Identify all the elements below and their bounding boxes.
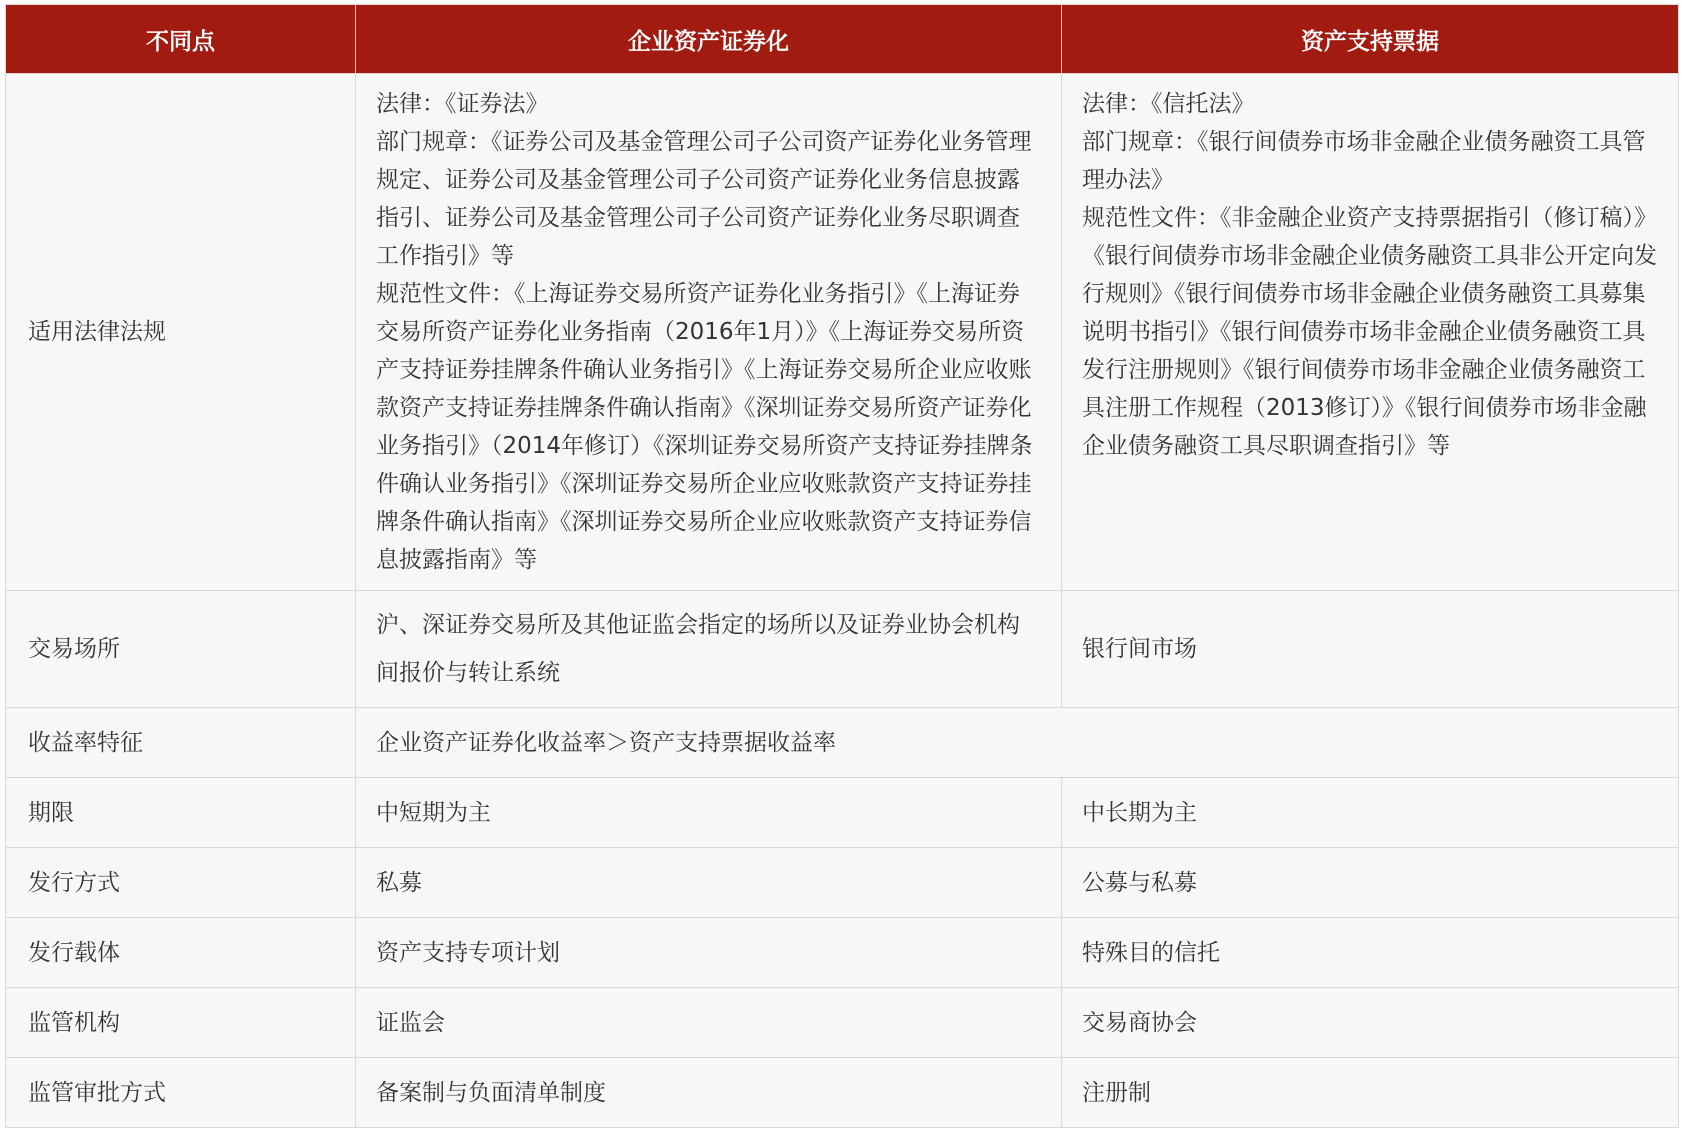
cell-issue-method-abn: 公募与私募 bbox=[1062, 848, 1679, 918]
cell-approval-abn: 注册制 bbox=[1062, 1058, 1679, 1128]
law-abn-statute: 法律：《信托法》 bbox=[1082, 91, 1255, 117]
law-abs-rules: 部门规章：《证券公司及基金管理公司子公司资产证券化业务管理规定、证券公司及基金管理公司子公司资产证券化业务信息披露指引、证券公司及基金管理公司子公司资产证券化业务尽职调查工作指引》等 bbox=[376, 129, 1032, 269]
table-row-term bbox=[6, 778, 1679, 848]
header-row bbox=[6, 5, 1679, 74]
cell-regulator-abn: 交易商协会 bbox=[1062, 988, 1679, 1058]
law-abs-normative: 规范性文件：《上海证券交易所资产证券化业务指引》《上海证券交易所资产证券化业务指南（2016年1月）》《上海证券交易所资产支持证券挂牌条件确认业务指引》《上海证券交易所企业应收账款资产支持证券挂牌条件确认指南》《深圳证券交易所资产证券化业务指引》（2014年修订）《深圳证券交易所资产支持证券挂牌条件确认业务指引》《深圳证券交易所企业应收账款资产支持证券挂牌条件确认指南》《深圳证券交易所企业应收账款资产支持证券信息披露指南》等 bbox=[376, 281, 1033, 573]
law-abn-normative: 规范性文件：《非金融企业资产支持票据指引（修订稿）》《银行间债券市场非金融企业债务融资工具非公开定向发行规则》《银行间债券市场非金融企业债务融资工具募集说明书指引》《银行间债券市场非金融企业债务融资工具发行注册规则》《银行间债券市场非金融企业债务融资工具注册工作规程（2013修订）》《银行间债券市场非金融企业债务融资工具尽职调查指引》等 bbox=[1082, 205, 1657, 459]
row-label-issue-method: 发行方式 bbox=[6, 848, 356, 918]
row-label-vehicle: 发行载体 bbox=[6, 918, 356, 988]
comparison-table bbox=[5, 4, 1679, 1128]
row-label-approval: 监管审批方式 bbox=[6, 1058, 356, 1128]
cell-issue-method-abs: 私募 bbox=[356, 848, 1062, 918]
row-label-regulator: 监管机构 bbox=[6, 988, 356, 1058]
table-row-regulator bbox=[6, 988, 1679, 1058]
law-abs-statute: 法律：《证券法》 bbox=[376, 91, 549, 117]
cell-term-abs: 中短期为主 bbox=[356, 778, 1062, 848]
cell-yield-merged: 企业资产证券化收益率＞资产支持票据收益率 bbox=[356, 708, 1679, 778]
cell-vehicle-abs: 资产支持专项计划 bbox=[356, 918, 1062, 988]
law-abn-rules: 部门规章：《银行间债券市场非金融企业债务融资工具管理办法》 bbox=[1082, 129, 1646, 193]
cell-venue-abs: 沪、深证券交易所及其他证监会指定的场所以及证券业协会机构间报价与转让系统 bbox=[356, 591, 1062, 708]
cell-vehicle-abn: 特殊目的信托 bbox=[1062, 918, 1679, 988]
row-label-venue: 交易场所 bbox=[6, 591, 356, 708]
cell-term-abn: 中长期为主 bbox=[1062, 778, 1679, 848]
cell-venue-abn: 银行间市场 bbox=[1062, 591, 1679, 708]
comparison-table-container bbox=[5, 4, 1678, 1128]
cell-law-abs bbox=[356, 74, 1062, 591]
table-row-yield bbox=[6, 708, 1679, 778]
header-abs: 企业资产证券化 bbox=[356, 5, 1062, 74]
row-label-yield: 收益率特征 bbox=[6, 708, 356, 778]
cell-law-abn bbox=[1062, 74, 1679, 591]
table-row-vehicle bbox=[6, 918, 1679, 988]
row-label-law: 适用法律法规 bbox=[6, 74, 356, 591]
table-row-issue-method bbox=[6, 848, 1679, 918]
row-label-term: 期限 bbox=[6, 778, 356, 848]
cell-approval-abs: 备案制与负面清单制度 bbox=[356, 1058, 1062, 1128]
header-difference: 不同点 bbox=[6, 5, 356, 74]
cell-regulator-abs: 证监会 bbox=[356, 988, 1062, 1058]
table-row-approval bbox=[6, 1058, 1679, 1128]
table-row-law bbox=[6, 74, 1679, 591]
table-row-venue bbox=[6, 591, 1679, 708]
header-abn: 资产支持票据 bbox=[1062, 5, 1679, 74]
